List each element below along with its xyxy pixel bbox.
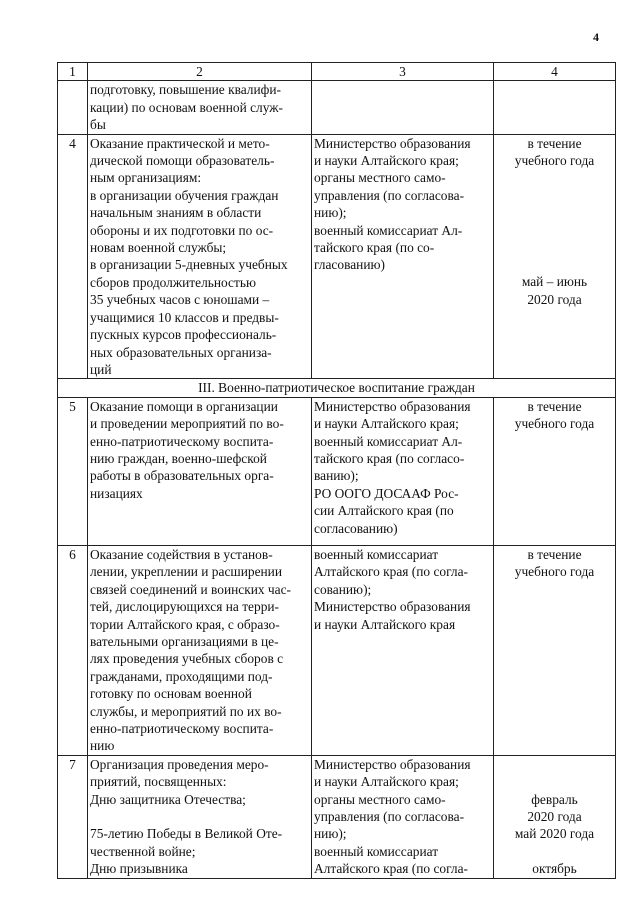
executor-line: тайского края (по со-	[314, 240, 435, 256]
deadline-line: май – июнь	[521, 274, 588, 290]
activity-line: сборов продолжительностью	[90, 274, 256, 290]
executors-cell	[312, 755, 494, 878]
executor-line: военный комиссариат Ал-	[314, 433, 463, 449]
activity-line: дической помощи образователь-	[90, 153, 275, 169]
activity-line: ным организациям:	[90, 170, 202, 186]
plan-table	[57, 62, 616, 879]
deadline-line: учебного года	[514, 564, 595, 580]
activity-line: пускных курсов профессиональ-	[90, 327, 277, 343]
activity-line: тей, дислоцирующихся на терри-	[90, 599, 280, 615]
activity-cell	[88, 134, 312, 379]
activity-line: в организации 5-дневных учебных	[90, 257, 288, 273]
activity-line: учащимися 10 классов и предвы-	[90, 309, 279, 325]
activity-line: низациях	[90, 485, 143, 501]
executor-line: и науки Алтайского края	[314, 616, 456, 632]
activity-line: работы в образовательных орга-	[90, 468, 274, 484]
activity-line: связей соединений и воинских час-	[90, 581, 292, 597]
executor-line: Министерство образования	[314, 599, 471, 615]
activity-line: 35 учебных часов с юношами –	[90, 292, 270, 308]
deadline-line: в течение	[527, 135, 582, 151]
deadline-cell	[494, 755, 616, 878]
executor-line: сии Алтайского края (по	[314, 503, 454, 519]
executor-line: и науки Алтайского края;	[314, 153, 459, 169]
executor-line: управления (по согласова-	[314, 809, 465, 825]
executor-line: органы местного само-	[314, 170, 446, 186]
deadline-line: 2020 года	[527, 809, 582, 825]
header-cell-4: 4	[494, 63, 616, 81]
executor-line: Алтайского края (по согла-	[314, 861, 468, 877]
row-number	[58, 81, 88, 134]
activity-line: в организации обучения граждан	[90, 187, 279, 203]
executor-line: гласованию)	[314, 257, 385, 273]
header-cell-2: 2	[88, 63, 312, 81]
executor-line: Министерство образования	[314, 135, 471, 151]
deadline-line: май 2020 года	[514, 826, 595, 842]
deadline-cell	[494, 134, 616, 379]
activity-line: бы	[90, 117, 106, 133]
activity-cell	[88, 397, 312, 545]
executor-line: нию);	[314, 205, 347, 221]
activity-line: службы, и мероприятий по их во-	[90, 703, 282, 719]
executor-line: согласованию)	[314, 520, 398, 536]
activity-line: 75-летию Победы в Великой Оте-	[90, 826, 283, 842]
deadline-line: февраль	[531, 791, 578, 807]
executors-cell	[312, 397, 494, 545]
activity-line: кации) по основам военной служ-	[90, 99, 283, 115]
activity-line: подготовку, повышение квалифи-	[90, 82, 281, 98]
activity-line: лении, укреплении и расширении	[90, 564, 283, 580]
deadline-cell	[494, 81, 616, 134]
table-row	[58, 545, 616, 755]
table-row	[58, 81, 616, 134]
activity-line: нию	[90, 738, 115, 754]
executor-line: органы местного само-	[314, 791, 446, 807]
activity-line: вательными организациями в це-	[90, 634, 279, 649]
activity-line: ных образовательных организа-	[90, 344, 272, 360]
row-number: 6	[58, 545, 88, 755]
header-cell-3: 3	[312, 63, 494, 81]
activity-line: начальным знаниям в области	[90, 205, 262, 221]
header-row	[58, 63, 616, 81]
row-number: 7	[58, 755, 88, 878]
activity-line: Дню защитника Отечества;	[90, 791, 246, 807]
executors-cell	[312, 545, 494, 755]
activity-line: Организация проведения меро-	[90, 756, 269, 772]
deadline-cell	[494, 545, 616, 755]
executor-line: Министерство образования	[314, 756, 471, 772]
executors-cell	[312, 134, 494, 379]
activity-line: готовку по основам военной	[90, 686, 252, 702]
executor-line: ванию);	[314, 468, 359, 484]
deadline-line: в течение	[527, 398, 582, 414]
executor-line: управления (по согласова-	[314, 187, 465, 203]
activity-line: Оказание содействия в установ-	[90, 546, 273, 562]
activity-line: енно-патриотическому воспита-	[90, 433, 274, 449]
activity-line: ций	[90, 361, 112, 377]
section-row	[58, 379, 616, 397]
activity-line: Оказание помощи в организации	[90, 398, 278, 414]
deadline-line: учебного года	[514, 416, 595, 432]
section-title: III. Военно-патриотическое воспитание граждан	[58, 379, 616, 397]
deadline-line: октябрь	[532, 861, 577, 877]
table-row	[58, 397, 616, 545]
executor-line: военный комиссариат	[314, 843, 439, 859]
activity-line: новам военной службы;	[90, 240, 227, 256]
activity-cell	[88, 755, 312, 878]
executor-line: и науки Алтайского края;	[314, 774, 459, 790]
row-number: 5	[58, 397, 88, 545]
deadline-cell	[494, 397, 616, 545]
activity-line: Оказание практической и мето-	[90, 135, 270, 151]
executor-line: Министерство образования	[314, 398, 471, 414]
executor-line: Алтайского края (по согла-	[314, 564, 468, 580]
executor-line: тайского края (по согласо-	[314, 450, 465, 466]
activity-cell	[88, 81, 312, 134]
activity-line: приятий, посвященных:	[90, 774, 227, 790]
deadline-line: учебного года	[514, 153, 595, 169]
activity-cell	[88, 545, 312, 755]
activity-line: и проведении мероприятий по во-	[90, 416, 284, 432]
executor-line: военный комиссариат	[314, 546, 439, 562]
page-number: 4	[593, 30, 599, 44]
executor-line: РО ООГО ДОСААФ Рос-	[314, 485, 459, 501]
activity-line: чественной войне;	[90, 843, 196, 859]
executors-cell	[312, 81, 494, 134]
row-number: 4	[58, 134, 88, 379]
table-row	[58, 755, 616, 878]
activity-line: нию граждан, военно-шефской	[90, 450, 267, 466]
deadline-line: в течение	[527, 546, 582, 562]
activity-line: обороны и их подготовки по ос-	[90, 222, 274, 238]
deadline-line: 2020 года	[527, 291, 582, 307]
header-cell-1: 1	[58, 63, 88, 81]
executor-line: нию);	[314, 826, 347, 842]
activity-line: тории Алтайского края, с образо-	[90, 616, 280, 632]
executor-line: военный комиссариат Ал-	[314, 222, 463, 238]
activity-line: енно-патриотическому воспита-	[90, 721, 274, 737]
executor-line: и науки Алтайского края;	[314, 416, 459, 432]
activity-line: Дню призывника	[90, 861, 188, 877]
activity-line: лях проведения учебных сборов с	[90, 651, 284, 667]
executor-line: сованию);	[314, 581, 372, 597]
table-row	[58, 134, 616, 379]
activity-line: гражданами, проходящими под-	[90, 668, 273, 684]
